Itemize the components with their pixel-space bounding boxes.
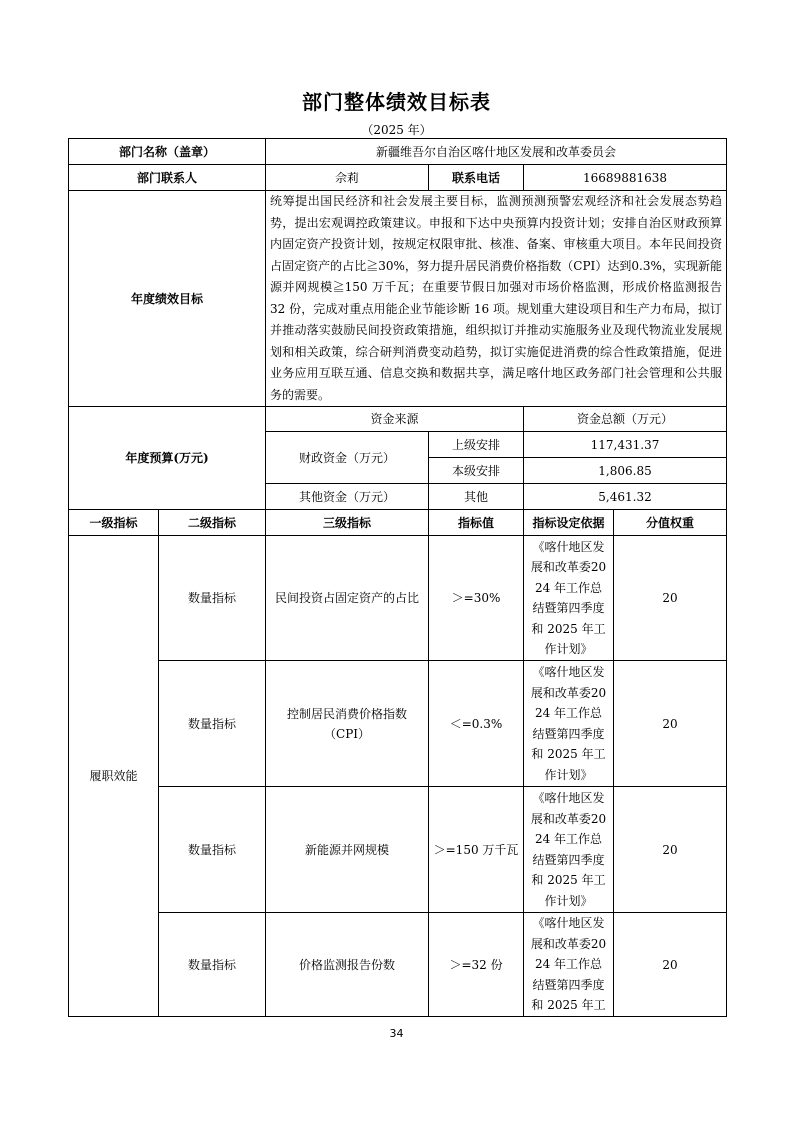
level3-cell: 价格监测报告份数 bbox=[266, 913, 429, 1017]
indicator-row bbox=[69, 913, 727, 1017]
basis-header: 指标设定依据 bbox=[524, 510, 614, 536]
dept-name-value: 新疆维吾尔自治区喀什地区发展和改革委员会 bbox=[266, 139, 727, 165]
basis-cell: 《喀什地区发展和改革委2024 年工作总结暨第四季度和 2025 年工作计划》 bbox=[524, 787, 614, 913]
page-title: 部门整体绩效目标表 bbox=[302, 90, 491, 114]
other-fund-label: 其他资金（万元） bbox=[266, 484, 429, 510]
level2-cell: 数量指标 bbox=[159, 787, 266, 913]
phone-label: 联系电话 bbox=[429, 165, 524, 191]
basis-cell: 《喀什地区发展和改革委2024 年工作总结暨第四季度和 2025 年工作计划》 bbox=[524, 661, 614, 787]
goal-text: 统筹提出国民经济和社会发展主要目标，监测预测预警宏观经济和社会发展态势趋势，提出宏观调控政策建议。申报和下达中央预算内投资计划；安排自治区财政预算内固定资产投资计划，按规定权限审批、核准、备案、审核重大项目。本年民间投资占固定资产的占比≧30%，努力提升居民消费价格指数（CPI）达到0.3%，实现新能源并网规模≧150 万千瓦；在重要节假日加强对市场价格监测，形成价格监测报告 32 份，完成对重点用能企业节能诊断 16 项。规划重大建设项目和生产力布局，拟订并推动落实鼓励民间投资政策措施，组织拟订并推动实施服务业及现代物流业发展规划和相关政策，综合研判消费变动趋势，拟订实施促进消费的综合性政策措施，促进业务应用互联互通、信息交换和数据共享，满足喀什地区政务部门社会管理和公共服务的需要。 bbox=[266, 191, 727, 407]
value-cell: ＜=0.3% bbox=[429, 661, 524, 787]
indicator-row bbox=[69, 661, 727, 787]
level3-cell: 控制居民消费价格指数（CPI） bbox=[266, 661, 429, 787]
indicator-header-row bbox=[69, 510, 727, 536]
level2-cell: 数量指标 bbox=[159, 913, 266, 1017]
contact-value: 佘莉 bbox=[266, 165, 429, 191]
level1-cell: 履职效能 bbox=[69, 536, 159, 1017]
budget-total-header: 资金总额（万元） bbox=[524, 407, 727, 432]
level3-cell: 民间投资占固定资产的占比 bbox=[266, 536, 429, 661]
budget-source-header: 资金来源 bbox=[266, 407, 524, 432]
fiscal-fund-label: 财政资金（万元） bbox=[266, 432, 429, 484]
indicator-row bbox=[69, 787, 727, 913]
performance-target-table bbox=[68, 138, 727, 1017]
value-cell: ＞=30% bbox=[429, 536, 524, 661]
budget-label: 年度预算(万元) bbox=[69, 407, 266, 510]
value-header: 指标值 bbox=[429, 510, 524, 536]
dept-name-row bbox=[69, 139, 727, 165]
level3-cell: 新能源并网规模 bbox=[266, 787, 429, 913]
page-number: 34 bbox=[389, 1027, 404, 1040]
year-label: （2025 年） bbox=[361, 123, 432, 137]
basis-cell: 《喀什地区发展和改革委2024 年工作总结暨第四季度和 2025 年工作计划》 bbox=[524, 536, 614, 661]
contact-label: 部门联系人 bbox=[69, 165, 266, 191]
level1-header: 一级指标 bbox=[69, 510, 159, 536]
weight-header: 分值权重 bbox=[614, 510, 727, 536]
indicator-row bbox=[69, 536, 727, 661]
other-sub-label: 其他 bbox=[429, 484, 524, 510]
weight-cell: 20 bbox=[614, 787, 727, 913]
phone-value: 16689881638 bbox=[524, 165, 727, 191]
contact-row bbox=[69, 165, 727, 191]
budget-header-row bbox=[69, 407, 727, 432]
weight-cell: 20 bbox=[614, 536, 727, 661]
basis-cell: 《喀什地区发展和改革委2024 年工作总结暨第四季度和 2025 年工 bbox=[524, 913, 614, 1017]
goal-label: 年度绩效目标 bbox=[69, 191, 266, 407]
value-cell: ＞=150 万千瓦 bbox=[429, 787, 524, 913]
value-cell: ＞=32 份 bbox=[429, 913, 524, 1017]
dept-name-label: 部门名称（盖章） bbox=[69, 139, 266, 165]
level2-cell: 数量指标 bbox=[159, 661, 266, 787]
other-value: 5,461.32 bbox=[524, 484, 727, 510]
local-value: 1,806.85 bbox=[524, 458, 727, 484]
local-label: 本级安排 bbox=[429, 458, 524, 484]
upper-value: 117,431.37 bbox=[524, 432, 727, 458]
goal-row bbox=[69, 191, 727, 407]
weight-cell: 20 bbox=[614, 661, 727, 787]
level2-cell: 数量指标 bbox=[159, 536, 266, 661]
level2-header: 二级指标 bbox=[159, 510, 266, 536]
weight-cell: 20 bbox=[614, 913, 727, 1017]
upper-label: 上级安排 bbox=[429, 432, 524, 458]
level3-header: 三级指标 bbox=[266, 510, 429, 536]
